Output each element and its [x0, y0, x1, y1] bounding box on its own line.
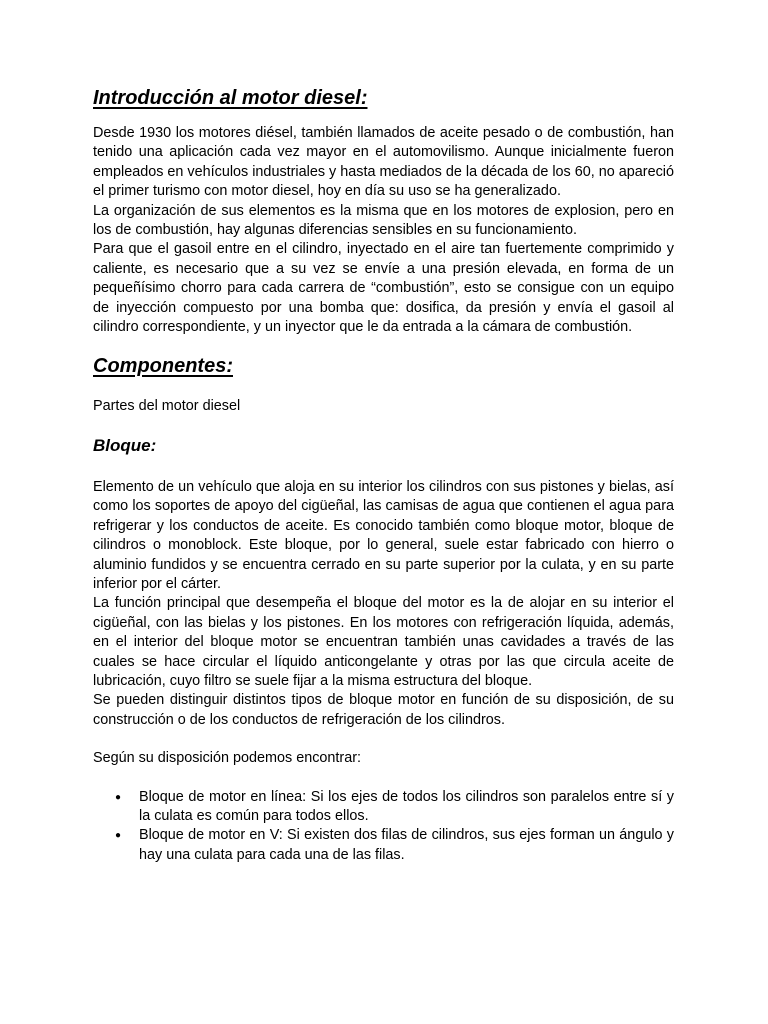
componentes-subtitle: Partes del motor diesel — [93, 398, 241, 415]
intro-paragraph-2: La organización de sus elementos es la misma que en los motores de explosion, pero en los de combustión, hay algunas diferencias sensibles en su funcionamiento. — [93, 202, 674, 239]
bloque-section — [93, 478, 674, 730]
intro-paragraph-3: Para que el gasoil entre en el cilindro, inyectado en el aire tan fuertemente comprimido y caliente, es necesario que a su vez se envíe a una presión elevada, en forma de un pequeñísimo chorro para cada carrera de “combustión”, esto se consigue con un equipo de inyección compuesto por una bomba que: dosifica, da presión y envía el gasoil al cilindro correspondiente, y un inyector que le da entrada a la cámara de combustión. — [93, 241, 674, 336]
list-intro: Según su disposición podemos encontrar: — [93, 750, 361, 767]
list-item-text: Bloque de motor en línea: Si los ejes de todos los cilindros son paralelos entre sí y la culata es común para todos ellos. — [139, 788, 674, 824]
intro-paragraph-1: Desde 1930 los motores diésel, también llamados de aceite pesado o de combustión, han tenido una aplicación cada vez mayor en el automovilismo. Aunque inicialmente fueron empleados en vehículos industriales y hasta mediados de la década de los 60, no apareció el primer turismo con motor diesel, hoy en día su uso se ha generalizado. — [93, 125, 674, 200]
bloque-heading: Bloque: — [93, 435, 157, 455]
bullet-icon: ● — [115, 830, 122, 842]
intro-section — [93, 124, 674, 337]
list-item — [115, 826, 674, 865]
bloque-paragraph-3: Se pueden distinguir distintos tipos de bloque motor en función de su disposición, de su construcción o de los conductos de refrigeración de los cilindros. — [93, 692, 674, 728]
bloque-types-list — [93, 788, 674, 866]
bloque-paragraph-1: Elemento de un vehículo que aloja en su interior los cilindros con sus pistones y bielas, así como los soportes de apoyo del cigüeñal, las camisas de agua que contienen el agua para refrigerar y los conductos de aceite. Es conocido también como bloque motor, bloque de cilindros o monoblock. Este bloque, por lo general, suele estar fabricado con hierro o aluminio fundidos y se encuentra cerrado en su parte superior por la culata, y en su parte inferior por el cárter. — [93, 478, 674, 592]
componentes-heading: Componentes: — [93, 355, 233, 378]
list-item-text: Bloque de motor en V: Si existen dos filas de cilindros, sus ejes forman un ángulo y hay una culata para cada una de las filas. — [139, 827, 674, 863]
intro-heading: Introducción al motor diesel: — [93, 87, 368, 109]
bloque-paragraph-2: La función principal que desempeña el bloque del motor es la de alojar en su interior el cigüeñal, con las bielas y los pistones. En los motores con refrigeración líquida, además, en el interior del bloque motor se encuentran también unas cavidades a través de las cuales se hace circular el líquido anticongelante y otras por las que circula aceite de lubricación, cuyo filtro se suele fijar a la misma estructura del bloque. — [93, 595, 674, 689]
bullet-icon: ● — [115, 791, 122, 803]
list-item — [115, 788, 674, 827]
